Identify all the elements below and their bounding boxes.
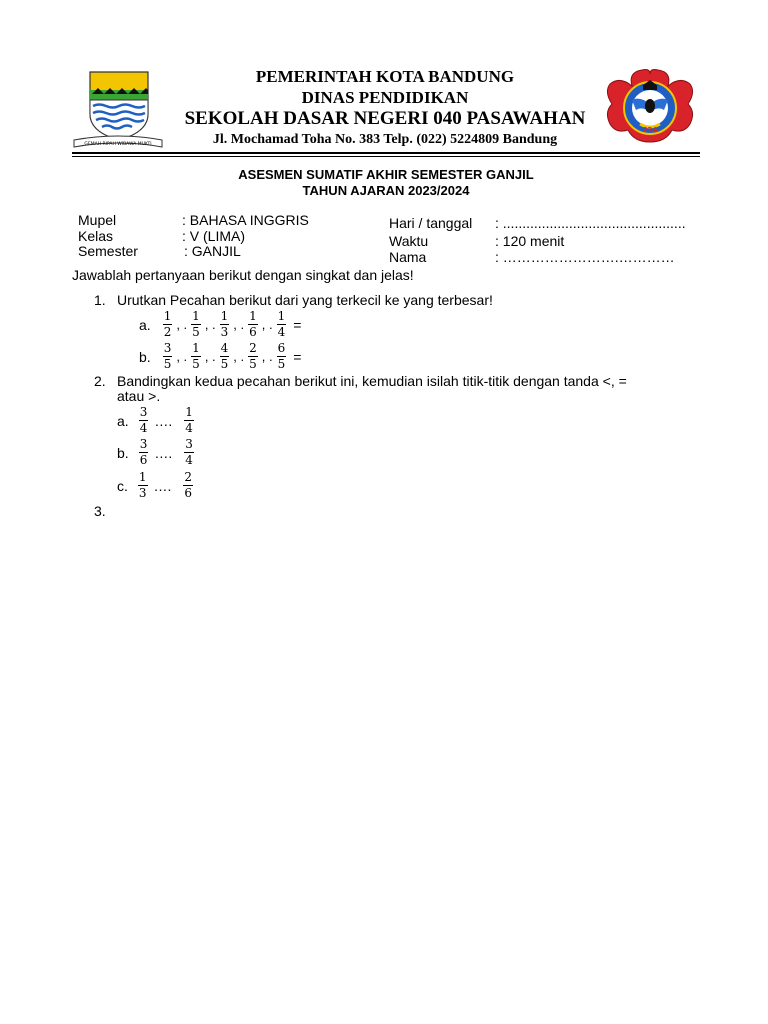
info-label-mupel: Mupel (78, 212, 117, 228)
q2-item-c: c. $\frac{1}{3}$ …. $\frac{2}{6}$ (117, 470, 193, 500)
header-rule-thin (72, 156, 700, 157)
info-label-hari: Hari / tanggal (389, 215, 473, 231)
q1-text: Urutkan Pecahan berikut dari yang terkecil ke yang terbesar! (117, 292, 493, 308)
q1-number: 1. (94, 292, 106, 308)
info-value-mupel: : BAHASA INGGRIS (182, 212, 309, 228)
fraction: $\frac{1}{6}$ (249, 309, 257, 339)
kop-line-2: DINAS PENDIDIKAN (301, 88, 469, 107)
info-label-nama: Nama (389, 249, 427, 265)
fraction: $\frac{4}{5}$ (220, 341, 229, 371)
kop-line-1: PEMERINTAH KOTA BANDUNG (255, 67, 515, 86)
school-address: Jl. Mochamad Toha No. 383 Telp. (022) 5224809 Bandung (212, 132, 558, 147)
comparison-blank: …. (153, 477, 172, 494)
fraction: $\frac{2}{5}$ (249, 341, 257, 371)
exam-title: ASESMEN SUMATIF AKHIR SEMESTER GANJIL (238, 167, 534, 182)
fraction: $\frac{1}{2}$ (163, 309, 172, 339)
info-value-nama: : …………………….………… (495, 249, 675, 265)
bandung-city-logo (72, 68, 164, 150)
logo-number: 234 (642, 126, 658, 134)
fraction: $\frac{1}{4}$ (277, 309, 286, 339)
info-value-kelas: : V (LIMA) (182, 228, 246, 244)
instruction: Jawablah pertanyaan berikut dengan singkat dan jelas! (72, 267, 414, 283)
q1-b-label: b. (139, 348, 151, 365)
exam-year: TAHUN AJARAN 2023/2024 (302, 183, 470, 198)
q2-text-line2: atau >. (117, 388, 161, 404)
q3-number: 3. (94, 503, 106, 519)
fraction: $\frac{1}{3}$ (220, 309, 229, 339)
fraction: $\frac{1}{4}$ (185, 405, 193, 435)
school-name: SEKOLAH DASAR NEGERI 040 PASAWAHAN (184, 108, 586, 129)
info-value-semester: : GANJIL (184, 243, 241, 259)
info-value-hari: : ............................................... (495, 215, 686, 231)
header-rule-thick (72, 152, 700, 154)
info-label-waktu: Waktu (389, 233, 429, 249)
comparison-blank: …. (154, 444, 173, 461)
fraction: $\frac{6}{5}$ (277, 341, 286, 371)
fraction: $\frac{3}{5}$ (163, 341, 172, 371)
q2-number: 2. (94, 373, 106, 389)
q2-item-b: b. $\frac{3}{6}$ …. $\frac{3}{4}$ (117, 437, 193, 467)
info-label-semester: Semester (78, 243, 138, 259)
fraction: $\frac{3}{6}$ (139, 437, 148, 467)
fraction: $\frac{3}{4}$ (185, 437, 193, 467)
q1-a-label: a. (139, 316, 151, 333)
logo-motto: GEMAH RIPAH WIBAWA MUKTI (84, 142, 152, 147)
info-value-waktu: : 120 menit (495, 233, 565, 249)
fraction: $\frac{1}{3}$ (138, 470, 147, 500)
fraction: $\frac{1}{5}$ (192, 341, 200, 371)
q1-item-a: a. $\frac{1}{2}$ , . $\frac{1}{5}$ , . $\frac{1}{3}$ , . $\frac{1}{6}$ , . $\frac{1}{4}$ = (139, 309, 302, 339)
q2-text-line1: Bandingkan kedua pecahan berikut ini, kemudian isilah titik-titik dengan tanda <, = (117, 373, 627, 389)
school-logo (606, 66, 694, 146)
q1-item-b: b. $\frac{3}{5}$ , . $\frac{1}{5}$ , . $\frac{4}{5}$ , . $\frac{2}{5}$ , . $\frac{6}{5}$ = (139, 341, 302, 371)
comparison-blank: …. (154, 412, 173, 429)
fraction: $\frac{3}{4}$ (139, 405, 148, 435)
info-label-kelas: Kelas (78, 228, 114, 244)
q2-item-a: a. $\frac{3}{4}$ …. $\frac{1}{4}$ (117, 405, 193, 435)
fraction: $\frac{2}{6}$ (184, 470, 193, 500)
fraction: $\frac{1}{5}$ (192, 309, 200, 339)
